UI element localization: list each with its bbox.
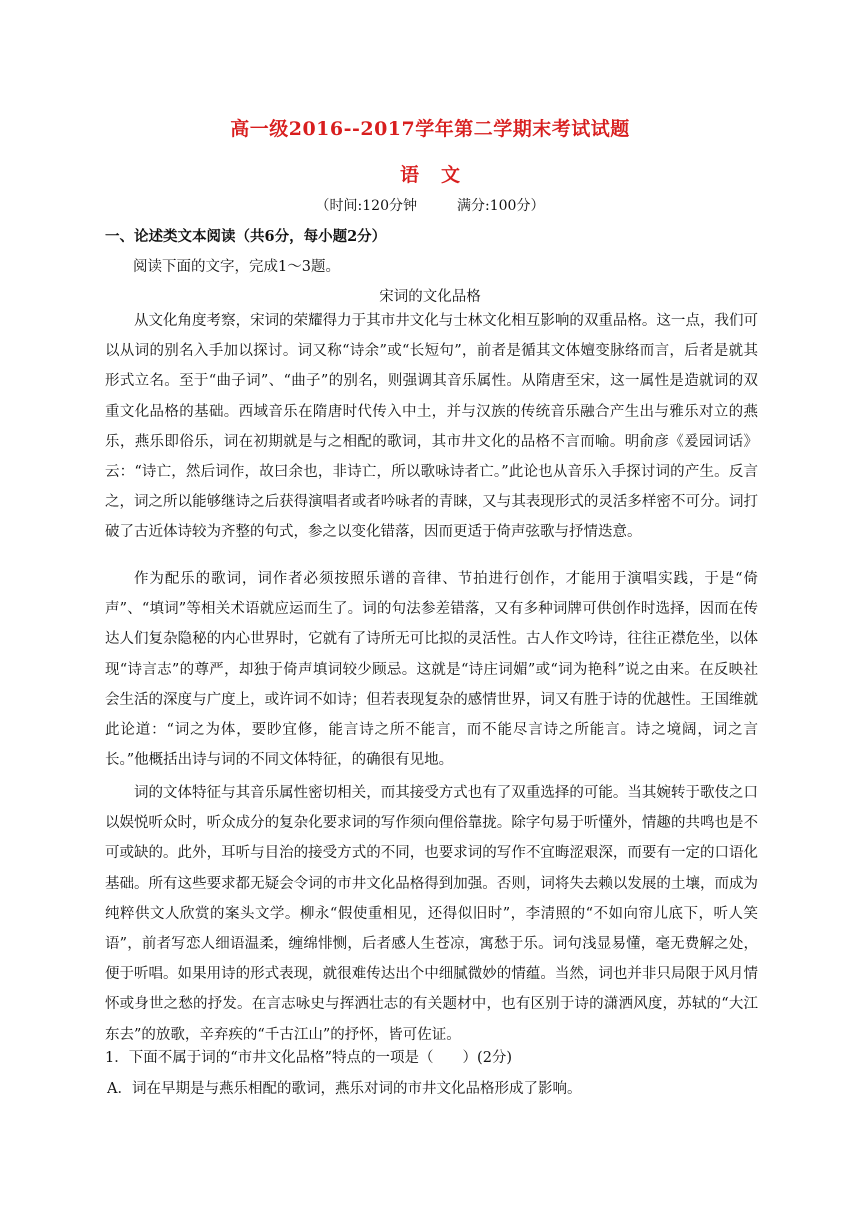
subject-title: 语文 [399,164,482,186]
exam-title: 高一级2016--2017学年第二学期末考试试题 [230,118,630,140]
article-paragraph [105,564,758,775]
question-option: A．词在早期是与燕乐相配的歌词，燕乐对词的市井文化品格形成了影响。 [107,1081,582,1097]
time-label: （时间:120分钟 [315,198,417,214]
article-title: 宋词的文化品格 [379,289,481,305]
question-stem: 1．下面不属于词的“市井文化品格”特点的一项是（ ）(2分) [105,1050,513,1066]
paragraph-text: 作为配乐的歌词，词作者必须按照乐谱的音律、节拍进行创作，才能用于演唱实践，于是“倚声”、“填词”等相关术语就应运而生了。词的句法参差错落，又有多种词牌可供创作时选择，因而在传达人们复杂隐秘的内心世界时，它就有了诗所无可比拟的灵活性。古人作文吟诗，往往正襟危坐，以体现“诗言志”的尊严，却独于倚声填词较少顾忌。这就是“诗庄词媚”或“词为艳科”说之由来。在反映社会生活的深度与广度上，或许词不如诗；但若表现复杂的感情世界，词又有胜于诗的优越性。王国维就此论道：“词之为体，要眇宜修，能言诗之所不能言，而不能尽言诗之所能言。诗之境阔，词之言长。”他概括出诗与词的不同文体特征，的确很有见地。 [105,571,758,769]
score-label: 满分:100分） [457,198,545,214]
paragraph-text: 词的文体特征与其音乐属性密切相关，而其接受方式也有了双重选择的可能。当其婉转于歌伎之口以娱悦听众时，听众成分的复杂化要求词的写作须向俚俗靠拢。除字句易于听懂外，情趣的共鸣也是不可或缺的。此外，耳听与目治的接受方式的不同，也要求词的写作不宜晦涩艰深，而要有一定的口语化基础。所有这些要求都无疑会令词的市井文化品格得到加强。否则，词将失去赖以发展的土壤，而成为纯粹供文人欣赏的案头文学。柳永“假使重相见，还得似旧时”，李清照的“不如向帘儿底下，听人笑语”，前者写恋人细语温柔，缠绵悱恻，后者感人生苍凉，寓愁于乐。词句浅显易懂，毫无费解之处，便于听唱。如果用诗的形式表现，就很难传达出个中细腻微妙的情蕴。当然，词也并非只局限于风月情怀或身世之愁的抒发。在言志咏史与挥洒壮志的有关题材中，也有区别于诗的潇洒风度，苏轼的“大江东去”的放歌，辛弃疾的“千古江山”的抒怀，皆可佐证。 [105,785,758,1043]
paragraph-text: 从文化角度考察，宋词的荣耀得力于其市井文化与士林文化相互影响的双重品格。这一点，我们可以从词的别名入手加以探讨。词又称“诗余”或“长短句”，前者是循其文体嬗变脉络而言，后者是就其形式立名。至于“曲子词”、“曲子”的别名，则强调其音乐属性。从隋唐至宋，这一属性是造就词的双重文化品格的基础。西域音乐在隋唐时代传入中土，并与汉族的传统音乐融合产生出与雅乐对立的燕乐，燕乐即俗乐，词在初期就是与之相配的歌词，其市井文化的品格不言而喻。明俞彦《爰园词话》云：“诗亡，然后词作，故曰余也，非诗亡，所以歌咏诗者亡。”此论也从音乐入手探讨词的产生。反言之，词之所以能够继诗之后获得演唱者或者吟咏者的青睐，又与其表现形式的灵活多样密不可分。词打破了古近体诗较为齐整的句式，参之以变化错落，因而更适于倚声弦歌与抒情迭意。 [105,313,758,541]
section-instruction: 阅读下面的文字，完成1～3题。 [133,259,340,275]
section-heading: 一、论述类文本阅读（共6分，每小题2分） [105,228,387,245]
exam-meta [0,195,860,215]
article-paragraph [105,306,758,548]
article-paragraph [105,778,758,1050]
